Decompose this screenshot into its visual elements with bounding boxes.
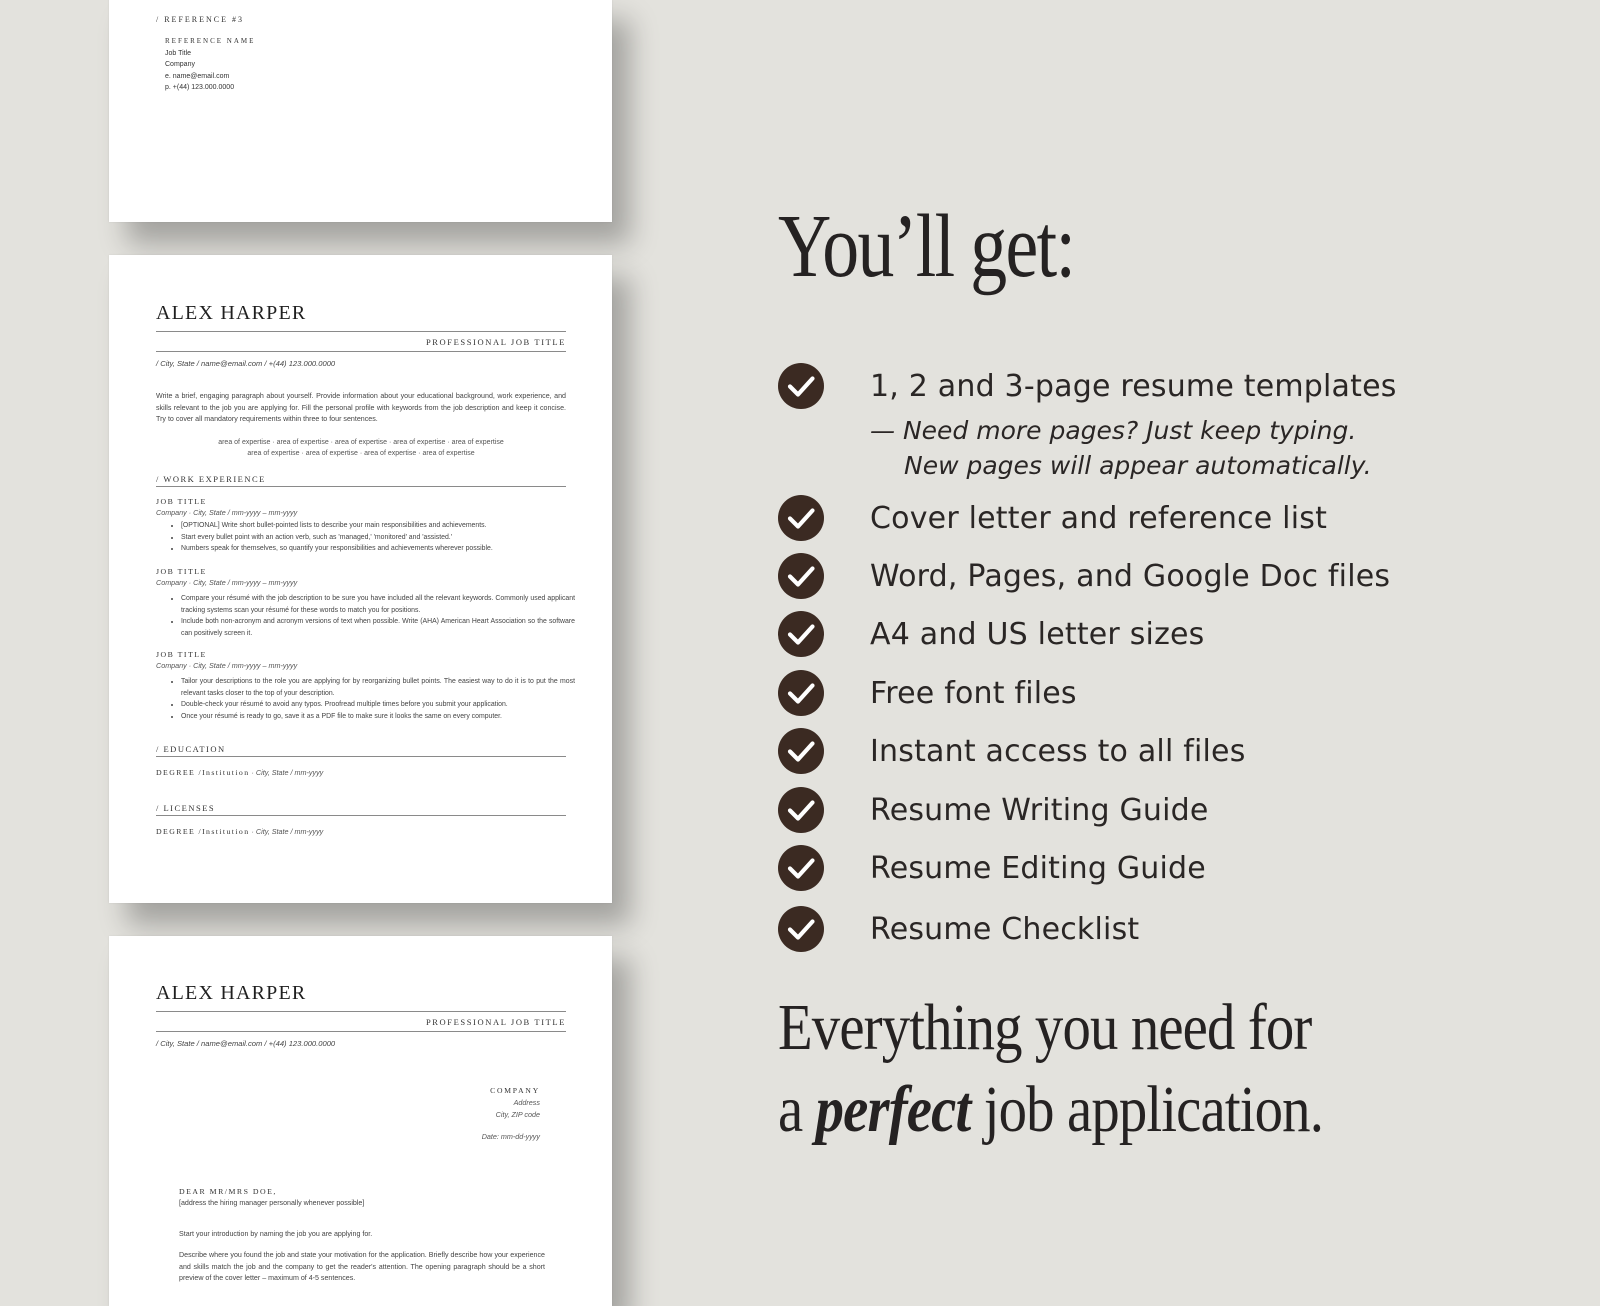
resume-page-preview (109, 255, 612, 903)
bullet: • Once your résumé is ready to go, save it as a PDF file to make sure it looks the same on every computer. (181, 711, 575, 723)
feature-note-line-2: New pages will appear automatically. (904, 451, 1372, 480)
feature-label: Resume Checklist (870, 912, 1140, 947)
cover-salutation: DEAR MR/MRS DOE, (179, 1187, 277, 1196)
job-location-2: Company · City, State / mm-yyyy – mm-yyyy (156, 578, 298, 587)
closing-line-2 (778, 1072, 1323, 1148)
cover-name-divider (156, 1011, 566, 1012)
check-icon (778, 906, 824, 952)
bullet: • Compare your résumé with the job description to be sure you have included all the relevant keywords. Commonly used applicant tracking systems scan your résumé for these words to match you for positions. (181, 593, 575, 616)
job-bullets-1 (170, 520, 575, 555)
feature-item (778, 363, 1558, 411)
education-divider (156, 756, 566, 757)
reference-block (165, 36, 255, 94)
cover-paragraph: Describe where you found the job and state your motivation for the application. Briefly describe how your experience and skills match the job and the company to get the reader's attention. The opening paragraph should be a short preview of the cover letter – maximum of 4-5 sentences. (179, 1251, 545, 1282)
resume-contact: / City, State / name@email.com / +(44) 123.000.0000 (156, 359, 336, 368)
feature-item (778, 787, 1558, 835)
closing-rest: job application. (970, 1073, 1324, 1146)
feature-label: Word, Pages, and Google Doc files (870, 559, 1391, 594)
feature-label: Resume Editing Guide (870, 851, 1206, 886)
resume-name: ALEX HARPER (156, 302, 307, 324)
bullet: • Tailor your descriptions to the role you are applying for by reorganizing bullet points. The easiest way to do it is to put the most relevant tasks closer to the top of your description. (181, 676, 575, 699)
feature-label: A4 and US letter sizes (870, 617, 1205, 652)
cover-title-divider (156, 1031, 566, 1032)
check-icon (778, 553, 824, 599)
license-degree: DEGREE /Institution (156, 827, 250, 836)
cover-date: Date: mm-dd-yyyy (481, 1132, 540, 1141)
cover-contact: / City, State / name@email.com / +(44) 123.000.0000 (156, 1039, 336, 1048)
closing-a: a (778, 1073, 816, 1146)
closing-emphasis: perfect (815, 1073, 971, 1146)
check-icon (778, 611, 824, 657)
closing-line-1: Everything you need for (778, 991, 1312, 1064)
cover-company: COMPANY (490, 1086, 540, 1095)
license-location: · City, State / mm-yyyy (249, 827, 324, 836)
bullet: • [OPTIONAL] Write short bullet-pointed lists to describe your main responsibilities and achievements. (181, 520, 575, 532)
education-entry (156, 768, 323, 777)
cover-job-title: PROFESSIONAL JOB TITLE (425, 1017, 566, 1027)
cover-address (496, 1097, 540, 1120)
reference-heading: / REFERENCE #3 (156, 15, 245, 24)
license-entry (156, 827, 323, 836)
cover-salutation-note: [address the hiring manager personally whenever possible] (179, 1199, 365, 1207)
feature-label: Resume Writing Guide (870, 793, 1209, 828)
bullet: • Numbers speak for themselves, so quantify your responsibilities and achievements wherever possible. (181, 543, 575, 555)
job-location-1: Company · City, State / mm-yyyy – mm-yyyy (156, 508, 298, 517)
job-bullets-2 (170, 593, 575, 639)
feature-item (778, 845, 1558, 893)
check-icon (778, 787, 824, 833)
feature-item (778, 611, 1558, 659)
job-title-1: JOB TITLE (156, 497, 207, 506)
feature-label: Instant access to all files (870, 734, 1246, 769)
check-icon (778, 845, 824, 891)
feature-item (778, 728, 1558, 776)
job-location-3: Company · City, State / mm-yyyy – mm-yyyy (156, 661, 298, 670)
education-heading: / EDUCATION (156, 744, 226, 754)
cover-name: ALEX HARPER (156, 982, 307, 1004)
cover-letter-page-preview (109, 936, 612, 1306)
reference-job: Job Title (165, 49, 192, 57)
expertise-row-1: area of expertise · area of expertise · area of expertise · area of expertise · area of expertise (218, 439, 504, 446)
cover-city-zip: City, ZIP code (495, 1109, 540, 1119)
reference-page-preview (109, 0, 612, 222)
feature-item (778, 670, 1558, 718)
cover-intro: Start your introduction by naming the job you are applying for. (179, 1230, 373, 1238)
check-icon (778, 495, 824, 541)
work-experience-heading: / WORK EXPERIENCE (156, 474, 266, 484)
reference-name: REFERENCE NAME (165, 37, 256, 45)
bullet: • Double-check your résumé to avoid any typos. Proofread multiple times before you submit your application. (181, 699, 575, 711)
feature-label: Cover letter and reference list (870, 501, 1328, 536)
work-divider (156, 486, 566, 487)
feature-note-line-1: — Need more pages? Just keep typing. (870, 416, 1357, 445)
reference-phone: p. +(44) 123.000.0000 (165, 84, 235, 91)
bullet: • Include both non-acronym and acronym versions of text when possible. Write (AHA) American Heart Association so the software can positively screen it. (181, 616, 575, 639)
education-degree: DEGREE /Institution (156, 768, 250, 777)
job-title-2: JOB TITLE (156, 567, 207, 576)
bullet: • Start every bullet point with an action verb, such as 'managed,' 'monitored' and 'assisted.' (181, 532, 575, 544)
feature-item (778, 495, 1558, 543)
expertise-row-2: area of expertise · area of expertise · area of expertise · area of expertise (247, 450, 475, 457)
cover-street: Address (513, 1098, 540, 1107)
licenses-heading: / LICENSES (156, 803, 216, 813)
feature-label: Free font files (870, 676, 1077, 711)
job-title-3: JOB TITLE (156, 650, 207, 659)
check-icon (778, 670, 824, 716)
check-icon (778, 728, 824, 774)
job-bullets-3 (170, 676, 575, 722)
page-heading: You’ll get: (778, 197, 1075, 296)
title-divider (156, 351, 566, 352)
resume-job-title: PROFESSIONAL JOB TITLE (425, 337, 566, 347)
resume-profile: Write a brief, engaging paragraph about yourself. Provide information about your educational background, work experience, and skills relevant to the job you are applying for. Fill the personal profile with keywords from the job description and keep it concise. Try to cover all mandatory requirements within three to four sentences. (156, 392, 566, 423)
name-divider (156, 331, 566, 332)
feature-label: 1, 2 and 3-page resume templates (870, 369, 1397, 404)
licenses-divider (156, 815, 566, 816)
reference-company: Company (165, 61, 195, 68)
reference-email: e. name@email.com (165, 72, 230, 80)
check-icon (778, 363, 824, 409)
education-location: · City, State / mm-yyyy (249, 768, 324, 777)
feature-item (778, 553, 1558, 601)
feature-item (778, 906, 1558, 954)
